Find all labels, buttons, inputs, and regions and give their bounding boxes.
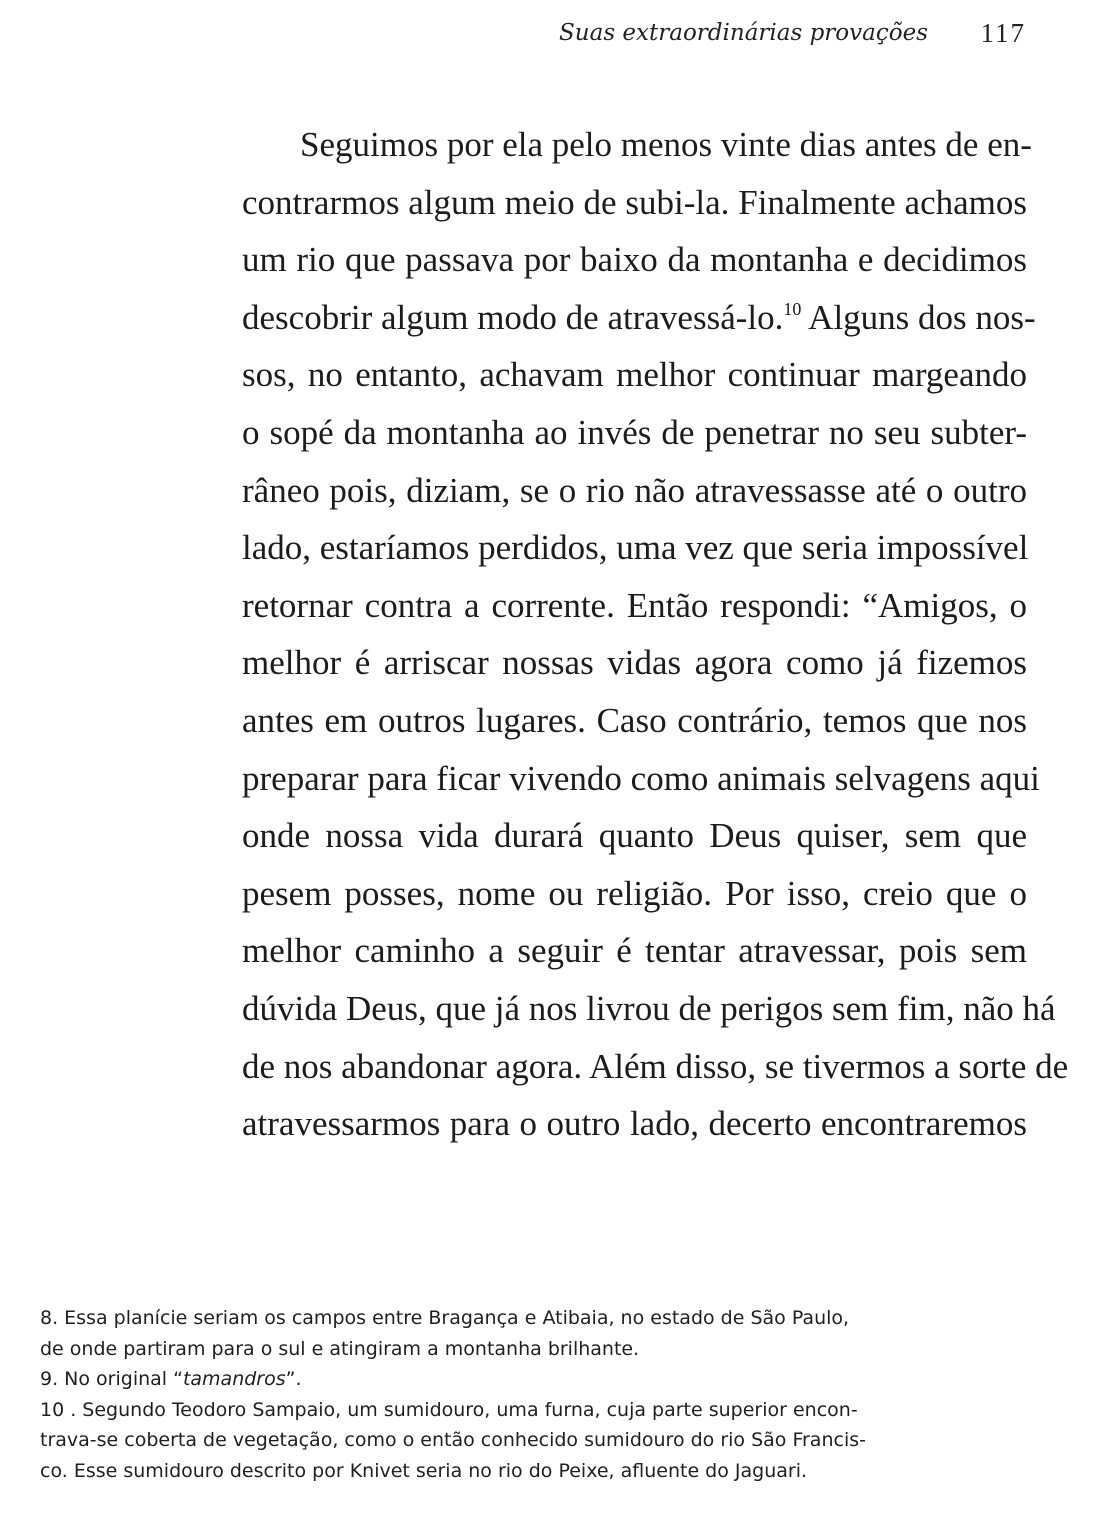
- text-line: o sopé da montanha ao invés de penetrar no seu subter-: [242, 412, 1027, 452]
- text-line-part: descobrir algum modo de atravessá-lo.: [242, 297, 784, 337]
- text-line: Seguimos por ela pelo menos vinte dias antes de en-: [300, 125, 1032, 164]
- text-line-part: Alguns dos nos-: [801, 297, 1036, 337]
- text-line: onde nossa vida durará quanto Deus quiser, sem que: [242, 816, 1027, 856]
- footnote-10-line: co. Esse sumidouro descrito por Knivet seria no rio do Peixe, afluente do Jaguari.: [40, 1459, 808, 1482]
- text-line: retornar contra a corrente. Então respondi: “Amigos, o: [242, 585, 1027, 625]
- running-head: [0, 18, 1100, 58]
- footnote-8-line: de onde partiram para o sul e atingiram a montanha brilhante.: [40, 1337, 640, 1360]
- text-line: melhor caminho a seguir é tentar atravessar, pois sem: [242, 931, 1027, 971]
- text-line: pesem posses, nome ou religião. Por isso, creio que o: [242, 873, 1027, 913]
- running-title: Suas extraordinárias provações: [559, 20, 928, 46]
- footnote-10-line: 10 . Segundo Teodoro Sampaio, um sumidouro, uma furna, cuja parte superior encon-: [40, 1398, 858, 1421]
- text-line: [242, 289, 1036, 347]
- footnotes: [40, 1303, 866, 1486]
- text-line: dúvida Deus, que já nos livrou de perigos sem fim, não há: [242, 988, 1056, 1028]
- footnote-9-term: tamandros: [182, 1368, 286, 1390]
- page-number: 117: [980, 18, 1026, 48]
- text-line: atravessarmos para o outro lado, decerto encontraremos: [242, 1104, 1027, 1144]
- text-line: de nos abandonar agora. Além disso, se tivermos a sorte de: [242, 1046, 1069, 1086]
- text-line: melhor é arriscar nossas vidas agora como já fizemos: [242, 643, 1027, 683]
- text-line: preparar para ficar vivendo como animais selvagens aqui: [242, 758, 1040, 798]
- footnote-reference[interactable]: 10: [783, 298, 802, 319]
- text-line: lado, estaríamos perdidos, uma vez que seria impossível: [242, 528, 1029, 568]
- body-paragraph: [242, 116, 1069, 1153]
- footnote-9-prefix: 9. No original “: [40, 1368, 183, 1390]
- footnote-9: [40, 1364, 860, 1395]
- text-line: um rio que passava por baixo da montanha e decidimos: [242, 240, 1027, 280]
- text-line: râneo pois, diziam, se o rio não atravessasse até o outro: [242, 470, 1027, 510]
- text-line: antes em outros lugares. Caso contrário, temos que nos: [242, 700, 1027, 740]
- footnote-10-line: trava-se coberta de vegetação, como o então conhecido sumidouro do rio São Francis-: [40, 1429, 866, 1451]
- text-line: sos, no entanto, achavam melhor continuar margeando: [242, 355, 1027, 395]
- text-line: contrarmos algum meio de subi-la. Finalmente achamos: [242, 182, 1027, 222]
- footnote-8-line: 8. Essa planície seriam os campos entre Bragança e Atibaia, no estado de São Paulo,: [40, 1307, 850, 1329]
- footnote-9-suffix: ”.: [285, 1368, 302, 1390]
